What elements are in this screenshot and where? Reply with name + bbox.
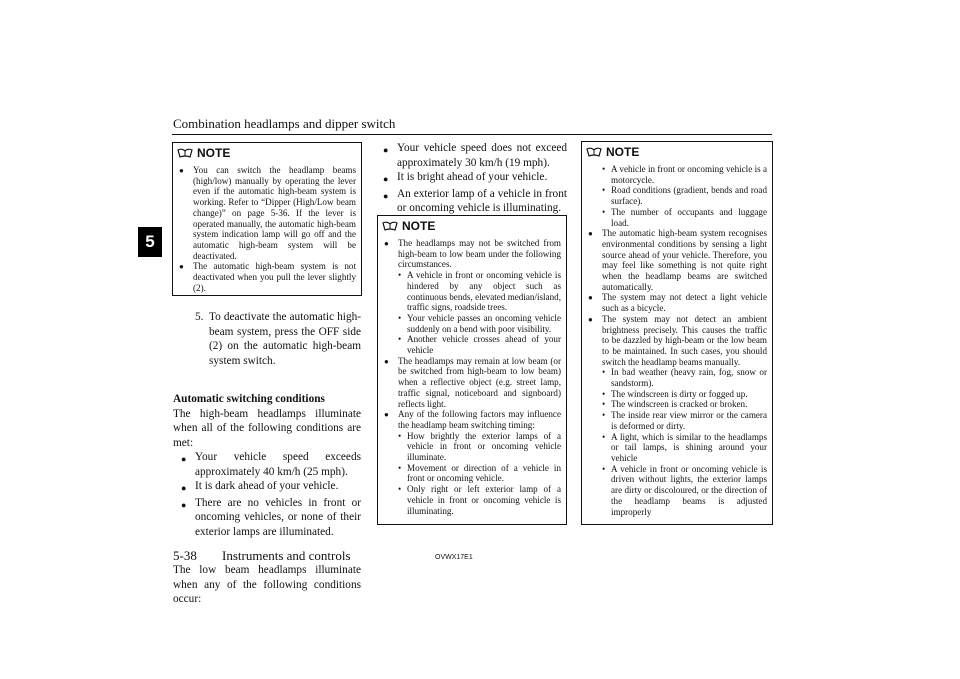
chapter-tab: 5 (138, 227, 162, 257)
page-number: 5-38 (173, 548, 197, 563)
note-sub-item: • How brightly the exterior lamps of a vehicle in front or oncoming vehicle illuminate. (398, 430, 561, 463)
note-sub-item: • A light, which is similar to the headlamps or tail lamps, is shining around your vehicle (602, 431, 767, 463)
note-item: ● Any of the following factors may influence the headlamp beam switching timing: (384, 409, 561, 430)
section-name: Instruments and controls (222, 548, 351, 563)
note-sub-item: • The number of occupants and luggage load. (602, 206, 767, 228)
note-sub-item: • Movement or direction of a vehicle in front or oncoming vehicle. (398, 462, 561, 484)
paragraph: The low beam headlamps illuminate when any of the following conditions occur: (173, 564, 361, 605)
note-item: ● The automatic high-beam system is not deactivated when you pull the lever slightly (2). (179, 261, 356, 293)
note-sub-item: • A vehicle in front or oncoming vehicle is hindered by any object such as continuous bends, elevated median/island, traffic signs, roadside trees. (398, 270, 561, 313)
note-hand-icon (177, 147, 193, 159)
running-header: Combination headlamps and dipper switch (173, 116, 396, 131)
note-body (378, 236, 566, 520)
paragraph: The high-beam headlamps illuminate when all of the following conditions are met: (173, 407, 361, 449)
note-hand-icon (382, 220, 398, 232)
note-box-3 (581, 141, 773, 525)
note-item: ● The headlamps may remain at low beam (or be switched from high-beam to low beam) when a reflective object (e.g. street lamp, traffic signal, noticeboard and signboard) reflects light. (384, 355, 561, 409)
note-box-2 (377, 215, 567, 525)
note-body (173, 163, 361, 297)
condition-item: ● An exterior lamp of a vehicle in front or oncoming vehicle is illuminating. (383, 187, 567, 214)
condition-item: ● Your vehicle speed exceeds approximately 40 km/h (25 mph). (181, 451, 361, 478)
document-code: OVWX17E1 (435, 554, 473, 561)
note-item: ● You can switch the headlamp beams (high/low) manually by operating the lever even if the automatic high-beam system is working. Refer to “Dipper (High/Low beam change)” on page 5-36. If the lever is operated manually, the automatic high-beam system indication lamp will go off and the automatic high-beam system will be deactivated. (179, 165, 356, 261)
note-label: NOTE (402, 219, 436, 233)
column-2-text (377, 141, 567, 216)
section-heading: Automatic switching conditions (173, 393, 325, 405)
note-sub-item: • The windscreen is cracked or broken. (602, 399, 748, 410)
note-item: ● The system may not detect a light vehicle such as a bicycle. (588, 292, 767, 314)
note-sub-item: • Only right or left exterior lamp of a vehicle in front or oncoming vehicle is illuminating. (398, 484, 561, 516)
note-sub-item: • Road conditions (gradient, bends and road surface). (602, 185, 767, 207)
note-header (378, 216, 566, 236)
note-sub-item: • The inside rear view mirror or the camera is deformed or dirty. (602, 410, 767, 431)
note-sub-item: • In bad weather (heavy rain, fog, snow or sandstorm). (602, 367, 767, 389)
note-header (582, 142, 772, 162)
condition-item: ● It is dark ahead of your vehicle. (181, 480, 339, 493)
note-hand-icon (586, 146, 602, 158)
step-5: 5. To deactivate the automatic high-beam system, press the OFF side (2) on the automatic high-beam system switch. (195, 311, 361, 367)
note-item: ● The headlamps may not be switched from high-beam to low beam under the following circumstances. (384, 238, 561, 270)
header-rule (172, 134, 772, 135)
condition-item: ● Your vehicle speed does not exceed approximately 30 km/h (19 mph). (383, 142, 567, 169)
condition-item: ● It is bright ahead of your vehicle. (383, 171, 548, 184)
note-sub-item: • The windscreen is dirty or fogged up. (602, 388, 748, 399)
note-label: NOTE (606, 145, 640, 159)
note-box-1 (172, 142, 362, 296)
note-sub-item: • Your vehicle passes an oncoming vehicle suddenly on a bend with poor visibility. (398, 312, 561, 334)
note-item: ● The automatic high-beam system recognises environmental conditions by sensing a light source ahead of your vehicle. Therefore, you may feel like something is not quite right when the headlamp beams are switched automatically. (588, 228, 767, 292)
note-sub-item: • Another vehicle crosses ahead of your vehicle (398, 334, 561, 356)
condition-item: ● There are no vehicles in front or oncoming vehicles, or none of their exterior lamps are illuminated. (181, 496, 361, 538)
note-sub-item: • A vehicle in front or oncoming vehicle is a motorcycle. (602, 164, 767, 185)
note-label: NOTE (197, 146, 231, 160)
note-sub-item: • A vehicle in front or oncoming vehicle is driven without lights, the exterior lamps are dirty or discoloured, or the direction of the headlamp beams is adjusted improperly (602, 463, 767, 517)
note-item: ● The system may not detect an ambient brightness precisely. This causes the traffic to be dazzled by high-beam or the low beam to be maintained. In such cases, you should switch the headlamp beams manually. (588, 313, 767, 367)
note-body (582, 162, 772, 521)
note-header (173, 143, 361, 163)
